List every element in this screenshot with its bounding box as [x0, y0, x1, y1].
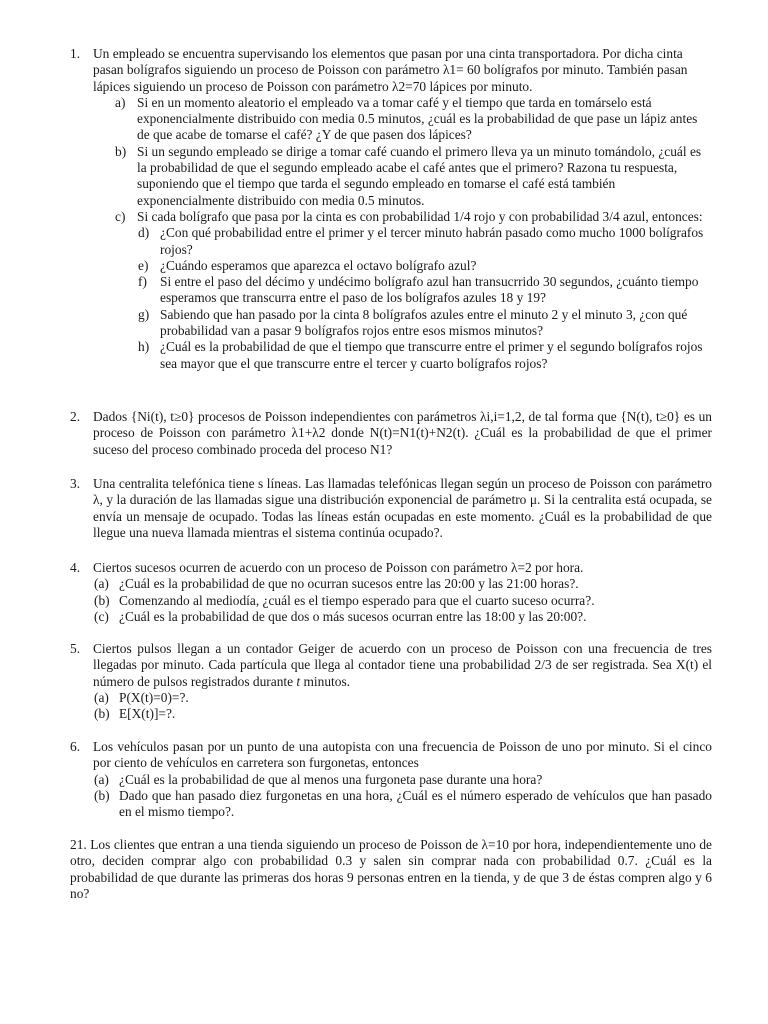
- part-label: (c): [94, 608, 109, 624]
- parts-list: [115, 94, 711, 372]
- list-item: [94, 592, 712, 609]
- part-label: (a): [94, 576, 109, 592]
- part-text: Si en un momento aleatorio el empleado va a tomar café y el tiempo que tarda en tomárselo está exponencialmente distribuido con media 0.5 minutos, ¿cuál es la probabilidad de que pase un lápiz antes de que acabe de tomarse el café? ¿Y de que pasen dos lápices?: [137, 94, 698, 143]
- part-label: (a): [94, 771, 109, 787]
- question-text-start: Ciertos pulsos llegan a un contador Geiger de acuerdo con un proceso de Poisson con una frecuencia de tres llegadas por minuto. Cada partícula que llega al contador tiene una probabilidad 2/3 de ser registrada. Sea X(t) el número de pulsos registrados durante: [93, 641, 712, 689]
- question-1: [70, 46, 712, 372]
- list-item: [94, 689, 712, 706]
- part-text: ¿Cuándo esperamos que aparezca el octavo bolígrafo azul?: [160, 257, 477, 273]
- question-number: 6.: [70, 739, 81, 754]
- question-text-end: minutos.: [300, 673, 351, 689]
- part-label: (b): [94, 787, 110, 803]
- question-text: Una centralita telefónica tiene s líneas. Las llamadas telefónicas llegan según un proceso de Poisson con parámetro λ, y la duración de las llamadas sigue una distribución exponencial de parámetro μ. Si la centralita está ocupada, se envía un mensaje de ocupado. Todas las líneas están ocupadas en este momento. ¿Cuál es la probabilidad de que llegue una nueva llamada mientras el sistema continúa ocupado?.: [93, 476, 712, 540]
- question-2: [70, 409, 712, 458]
- part-label: (b): [94, 592, 110, 608]
- question-number: 2.: [70, 409, 81, 424]
- part-text: ¿Con qué probabilidad entre el primer y el tercer minuto habrán pasado como mucho 1000 bolígrafos rojos?: [160, 225, 704, 257]
- question-21: [70, 837, 712, 902]
- part-label: e): [138, 257, 149, 273]
- list-item: [94, 576, 712, 592]
- parts-list: [94, 576, 712, 625]
- part-label: g): [138, 306, 150, 322]
- question-number: 3.: [70, 476, 81, 491]
- list-item: [115, 94, 711, 144]
- part-text: E[X(t)]=?.: [119, 706, 176, 722]
- list-item: [138, 274, 712, 307]
- list-item: [138, 225, 712, 258]
- question-6: [70, 739, 712, 820]
- part-text: Si entre el paso del décimo y undécimo bolígrafo azul han transucrrido 30 segundos, ¿cuánto tiempo esperamos que transcurra entre el paso de los bolígrafos azules 18 y 19?: [160, 274, 699, 306]
- question-text: Ciertos sucesos ocurren de acuerdo con un proceso de Poisson con parámetro λ=2 por hora.: [93, 560, 584, 575]
- list-item: [138, 306, 712, 340]
- list-item: [94, 787, 712, 821]
- parts-list: [94, 689, 712, 723]
- question-number: 5.: [70, 641, 81, 656]
- parts-list: [94, 771, 712, 821]
- question-number: 4.: [70, 560, 81, 575]
- question-4: [70, 560, 712, 625]
- question-text: Los vehículos pasan por un punto de una autopista con una frecuencia de Poisson de uno por minuto. Si el cinco por ciento de vehículos en carretera son furgonetas, entonces: [93, 739, 712, 771]
- list-item: [138, 257, 712, 274]
- part-text: ¿Cuál es la probabilidad de que al menos una furgoneta pase durante una hora?: [119, 771, 543, 787]
- part-text: ¿Cuál es la probabilidad de que el tiempo que transcurre entre el primer y el segundo bolígrafos rojos sea mayor que el que transcurre entre el tercer y cuarto bolígrafos rojos?: [160, 339, 703, 371]
- part-text: ¿Cuál es la probabilidad de que no ocurran sucesos entre las 20:00 y las 21:00 horas?.: [119, 576, 579, 592]
- list-item: [94, 771, 712, 788]
- question-text: 21. Los clientes que entran a una tienda siguiendo un proceso de Poisson de λ=10 por hora, independientemente uno de otro, deciden comprar algo con probabilidad 0.3 y salen sin comprar nada con probabilidad 0.7. ¿Cuál es la probabilidad de que durante las primeras dos horas 9 personas entren en la tienda, y de que 3 de éstas compren algo y 6 no?: [70, 837, 712, 901]
- part-label: (b): [94, 706, 110, 722]
- part-text: Dado que han pasado diez furgonetas en una hora, ¿Cuál es el número esperado de vehículos que han pasado en el mismo tiempo?.: [119, 787, 712, 820]
- question-5: [70, 641, 712, 722]
- question-text: Dados {Ni(t), t≥0} procesos de Poisson independientes con parámetros λi,i=1,2, de tal forma que {N(t), t≥0} es un proceso de Poisson con parámetro λ1+λ2 donde N(t)=N1(t)+N2(t). ¿Cuál es la probabilidad de que el primer suceso del proceso combinado proceda del proceso N1?: [93, 409, 712, 457]
- part-label: h): [138, 339, 150, 355]
- list-item: [115, 143, 711, 209]
- subparts-list: [138, 225, 712, 372]
- list-item: [94, 706, 712, 722]
- question-text: [93, 641, 712, 690]
- part-label: c): [115, 208, 126, 224]
- list-item: [94, 608, 712, 625]
- part-label: f): [138, 274, 147, 290]
- part-text: Sabiendo que han pasado por la cinta 8 bolígrafos azules entre el minuto 2 y el minuto 3, ¿con qué probabilidad van a pasar 9 bolígrafos rojos entre esos mismos minutos?: [160, 306, 688, 339]
- part-label: b): [115, 143, 127, 159]
- list-item: [138, 339, 712, 372]
- question-text: Un empleado se encuentra supervisando los elementos que pasan por una cinta transportadora. Por dicha cinta pasan bolígrafos siguiendo un proceso de Poisson con parámetro λ1= 60 bolígrafos por minuto. También pasan lápices siguiendo un proceso de Poisson con parámetro λ2=70 lápices por minuto.: [93, 46, 688, 94]
- part-label: a): [115, 94, 126, 110]
- part-text: Si un segundo empleado se dirige a tomar café cuando el primero lleva ya un minuto tomándolo, ¿cuál es la probabilidad de que el segundo empleado acabe el café antes que el primero? Razona tu respuesta, suponiendo que el tiempo que tarda el segundo empleado en tomarse el café está también exponencialmente distribuido con media 0.5 minutos.: [137, 143, 702, 208]
- question-number: 1.: [70, 46, 81, 61]
- part-label: d): [138, 225, 150, 241]
- part-text: Si cada bolígrafo que pasa por la cinta es con probabilidad 1/4 rojo y con probabilidad 3/4 azul, entonces:: [137, 208, 703, 224]
- part-label: (a): [94, 689, 109, 705]
- part-text: P(X(t)=0)=?.: [119, 689, 189, 705]
- question-3: [70, 476, 712, 541]
- variable-t: t: [296, 673, 301, 689]
- list-item: [115, 208, 711, 225]
- part-text: Comenzando al mediodía, ¿cuál es el tiempo esperado para que el cuarto suceso ocurra?.: [119, 592, 595, 608]
- part-text: ¿Cuál es la probabilidad de que dos o más sucesos ocurran entre las 18:00 y las 20:00?.: [119, 608, 587, 624]
